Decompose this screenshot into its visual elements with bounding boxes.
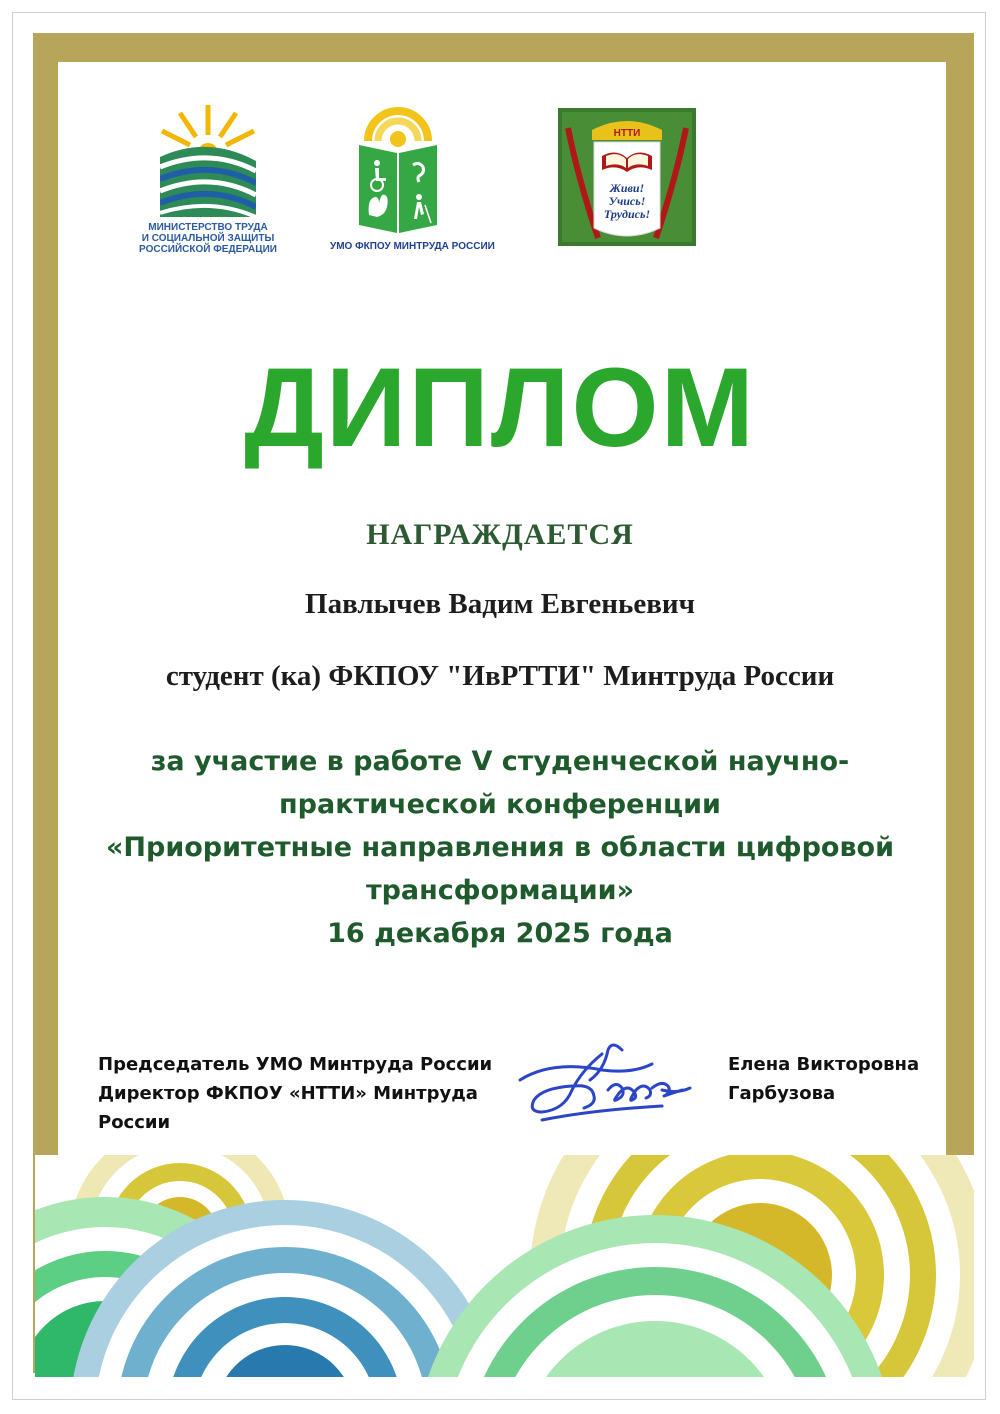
umo-logo-caption: УМО ФКПОУ МИНТРУДА РОССИИ: [330, 241, 495, 252]
signatory-name: Елена Викторовна Гарбузова: [728, 1054, 920, 1104]
reason-line: трансформации»: [365, 875, 635, 906]
reason-line: за участие в работе V студенческой научно-: [150, 746, 850, 777]
award-reason: [100, 740, 900, 955]
reason-date: 16 декабря 2025 года: [327, 918, 673, 949]
recipient-position: студент (ка) ФКПОУ "ИвРТТИ" Минтруда России: [165, 660, 835, 692]
reason-line: практической конференции: [279, 789, 721, 820]
recipient-name: Павлычев Вадим Евгеньевич: [305, 588, 695, 620]
handwritten-signature: [512, 1040, 697, 1130]
svg-text:Трудись!: Трудись!: [603, 207, 651, 221]
ntti-emblem-logo: [558, 108, 696, 246]
svg-text:Учись!: Учись!: [608, 194, 646, 208]
reason-line: «Приоритетные направления в области цифровой: [105, 832, 895, 863]
signatory-title: Председатель УМО Минтруда России Директор ФКПОУ «НТТИ» Минтруда России: [98, 1054, 493, 1133]
awarded-label: НАГРАЖДАЕТСЯ: [366, 518, 634, 551]
diploma-title: ДИПЛОМ: [244, 345, 756, 470]
ntti-banner-text: НТТИ: [613, 128, 641, 139]
svg-text:Живи!: Живи!: [609, 181, 645, 195]
umo-accessibility-book-logo: [355, 105, 441, 237]
decorative-arcs: [35, 1155, 974, 1377]
ministry-sun-waves-logo: [160, 105, 256, 217]
ministry-logo-caption: МИНИСТЕРСТВО ТРУДА И СОЦИАЛЬНОЙ ЗАЩИТЫ РОССИЙСКОЙ ФЕДЕРАЦИИ: [139, 222, 277, 255]
